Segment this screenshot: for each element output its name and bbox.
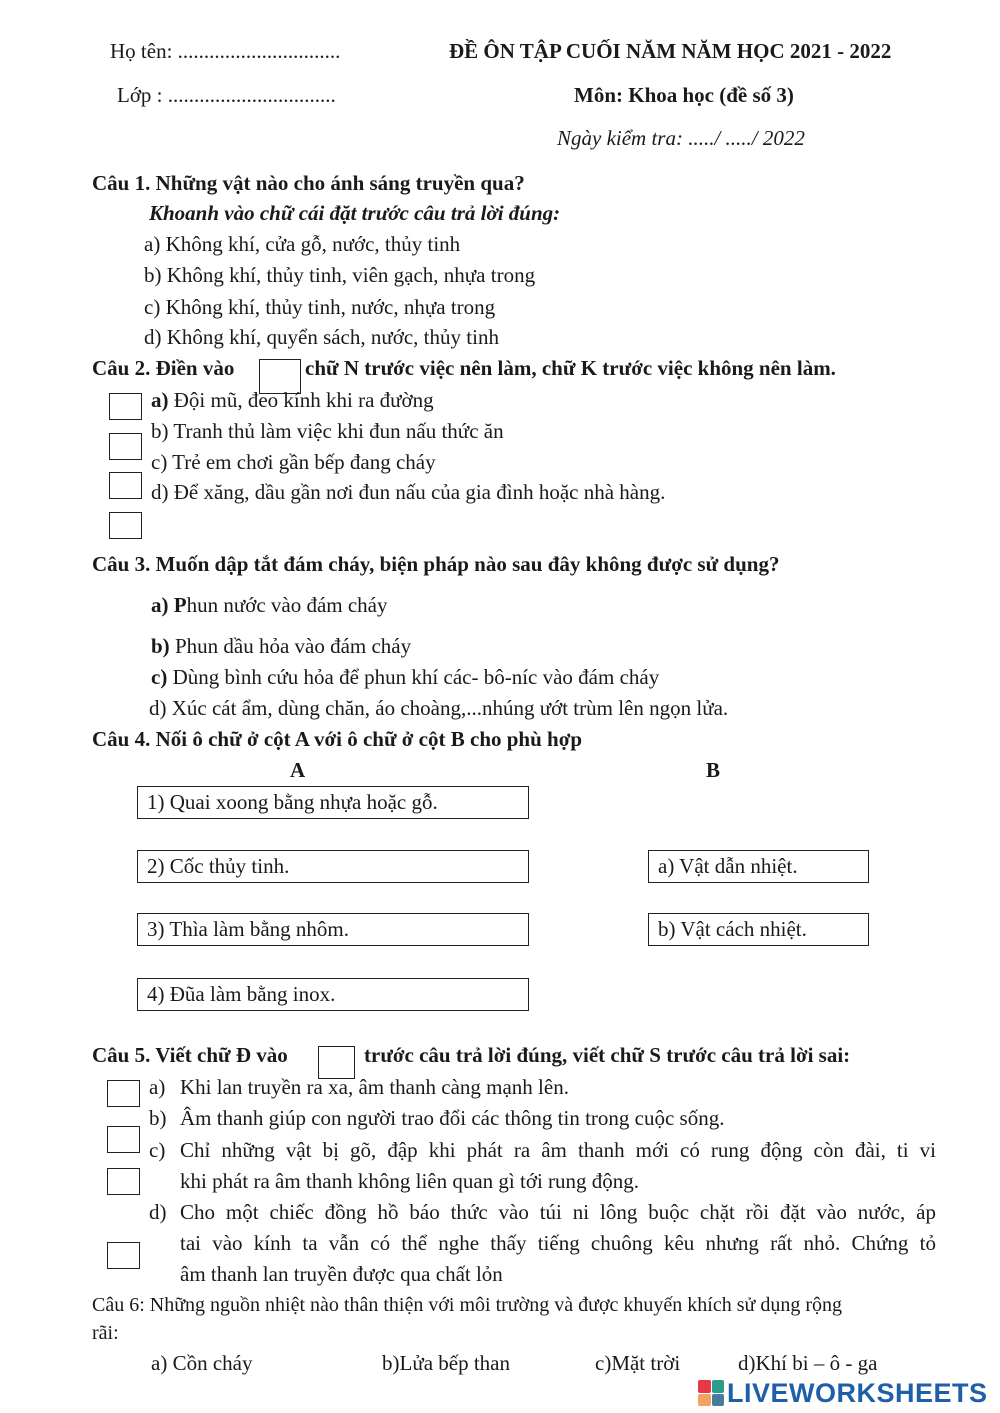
logo-square (712, 1380, 725, 1393)
q2-option-a-label: a) (151, 388, 169, 412)
q3-option-a[interactable] (151, 592, 388, 618)
liveworksheets-brand: LIVEWORKSHEETS (727, 1377, 988, 1408)
q1-option-a[interactable]: a) Không khí, cửa gỗ, nước, thủy tinh (144, 232, 461, 256)
q4-item-a4[interactable]: 4) Đũa làm bằng inox. (137, 978, 529, 1011)
q2-answer-box-a[interactable] (109, 393, 142, 420)
logo-square (698, 1394, 711, 1407)
q4-column-a-header: A (290, 758, 306, 782)
q3-question: Câu 3. Muốn dập tắt đám cháy, biện pháp nào sau đây không được sử dụng? (92, 552, 780, 576)
q4-question: Câu 4. Nối ô chữ ở cột A với ô chữ ở cột B cho phù hợp (92, 727, 583, 751)
q3-option-c[interactable] (151, 664, 659, 690)
q4-item-b1[interactable]: a) Vật dẫn nhiệt. (648, 850, 869, 883)
q3-option-c-text: Dùng bình cứu hỏa để phun khí các- bô-níc vào đám cháy (167, 665, 660, 689)
subject-line: Môn: Khoa học (đề số 3) (574, 83, 794, 107)
q5-label-b: b) (149, 1106, 167, 1130)
exam-date: Ngày kiểm tra: ...../ ...../ 2022 (557, 126, 805, 150)
q4-item-a3[interactable]: 3) Thìa làm bằng nhôm. (137, 913, 529, 946)
q3-option-d[interactable]: d) Xúc cát ẩm, dùng chăn, áo choàng,...nhúng ướt trùm lên ngọn lửa. (149, 696, 729, 720)
q1-question: Câu 1. Những vật nào cho ánh sáng truyền qua? (92, 171, 525, 195)
liveworksheets-logo-icon (698, 1380, 724, 1406)
q2-option-a (151, 387, 434, 413)
q2-answer-box-c[interactable] (109, 472, 142, 499)
q5-option-c-line2: khi phát ra âm thanh không liên quan gì tới rung động. (180, 1169, 640, 1193)
q5-label-a: a) (149, 1075, 166, 1099)
q2-option-c: c) Trẻ em chơi gần bếp đang cháy (151, 450, 436, 474)
q1-option-d[interactable]: d) Không khí, quyển sách, nước, thủy tinh (144, 325, 499, 349)
q4-column-b-header: B (706, 758, 721, 782)
q5-option-b: Âm thanh giúp con người trao đổi các thông tin trong cuộc sống. (180, 1106, 725, 1130)
q6-question-line2: rãi: (92, 1322, 119, 1344)
q5-option-d-line3: âm thanh lan truyền được qua chất lỏn (180, 1262, 503, 1286)
q2-question-start: Câu 2. Điền vào (92, 356, 235, 380)
q6-question-line1: Câu 6: Những nguồn nhiệt nào thân thiện với môi trường và được khuyến khích sử dụng rộng (92, 1294, 842, 1316)
q5-answer-box-a[interactable] (107, 1080, 140, 1107)
q3-option-a-label: a) P (151, 593, 187, 617)
q5-option-d-line1: Cho một chiếc đồng hồ báo thức vào túi ni lông buộc chặt rồi đặt vào nước, áp (180, 1200, 936, 1224)
q2-question-end: chữ N trước việc nên làm, chữ K trước việc không nên làm. (305, 356, 836, 380)
exam-title: ĐỀ ÔN TẬP CUỐI NĂM NĂM HỌC 2021 - 2022 (449, 39, 892, 63)
q5-option-d-line2: tai vào kính ta vẫn có thể nghe thấy tiếng chuông kêu nhưng rất nhỏ. Chứng tỏ (180, 1231, 936, 1255)
q6-option-c[interactable]: c)Mặt trời (595, 1351, 681, 1375)
q1-option-b[interactable]: b) Không khí, thủy tinh, viên gạch, nhựa trong (144, 263, 536, 287)
q3-option-b-text: Phun dầu hỏa vào đám cháy (169, 634, 412, 658)
logo-square (712, 1394, 725, 1407)
q6-option-d[interactable]: d)Khí bi – ô - ga (738, 1351, 878, 1375)
q5-answer-box-c[interactable] (107, 1168, 140, 1195)
q4-item-a1[interactable]: 1) Quai xoong bằng nhựa hoặc gỗ. (137, 786, 529, 819)
logo-square (698, 1380, 711, 1393)
q3-option-b[interactable] (151, 633, 411, 659)
q2-option-a-text: Đội mũ, đeo kính khi ra đường (168, 388, 434, 412)
q5-answer-box-d[interactable] (107, 1242, 140, 1269)
q5-option-a: Khi lan truyền ra xa, âm thanh càng mạnh lên. (180, 1075, 569, 1099)
class-line: Lớp : ................................ (117, 83, 336, 107)
q5-option-c-line1: Chỉ những vật bị gõ, đập khi phát ra âm thanh mới có rung động còn đài, ti vi (180, 1138, 936, 1162)
q3-option-c-label: c) (151, 665, 168, 689)
q4-item-b2[interactable]: b) Vật cách nhiệt. (648, 913, 869, 946)
q3-option-a-text: hun nước vào đám cháy (186, 593, 388, 617)
q6-option-a[interactable]: a) Cồn cháy (151, 1351, 253, 1375)
q4-item-a2[interactable]: 2) Cốc thủy tinh. (137, 850, 529, 883)
q1-instruction: Khoanh vào chữ cái đặt trước câu trả lời đúng: (149, 201, 561, 225)
q1-option-c[interactable]: c) Không khí, thủy tinh, nước, nhựa trong (144, 295, 496, 319)
q3-option-b-label: b) (151, 634, 170, 658)
student-name-line: Họ tên: ............................... (110, 39, 341, 63)
q2-option-d: d) Để xăng, dầu gần nơi đun nấu của gia đình hoặc nhà hàng. (151, 480, 666, 504)
q2-answer-box-b[interactable] (109, 433, 142, 460)
q5-answer-box-b[interactable] (107, 1126, 140, 1153)
q5-label-c: c) (149, 1138, 166, 1162)
q5-label-d: d) (149, 1200, 167, 1224)
q2-option-b: b) Tranh thủ làm việc khi đun nấu thức ăn (151, 419, 504, 443)
q5-question-end: trước câu trả lời đúng, viết chữ S trước câu trả lời sai: (364, 1043, 851, 1067)
liveworksheets-logo (698, 1378, 988, 1408)
q6-option-b[interactable]: b)Lửa bếp than (382, 1351, 510, 1375)
q2-answer-box-d[interactable] (109, 512, 142, 539)
q5-question-start: Câu 5. Viết chữ Đ vào (92, 1043, 288, 1067)
